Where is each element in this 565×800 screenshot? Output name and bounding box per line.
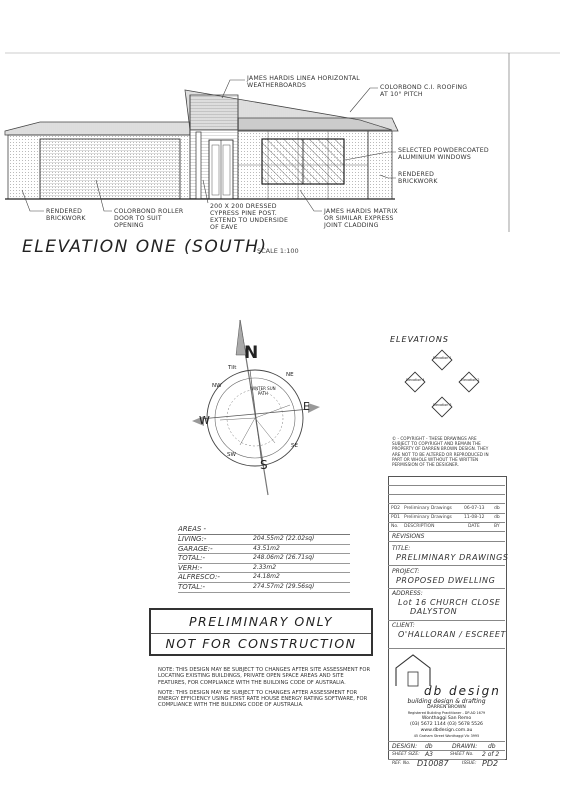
copyright-line: PERMISSION OF THE DESIGNER. [392,462,459,468]
callout-line: 200 X 200 DRESSED [210,203,277,210]
sun-path-line: WINTER SUN [250,386,276,391]
south-elevation-drawing [0,0,565,232]
address-label: ADDRESS: [392,590,423,597]
sheet-number-value: 2 of 2 [482,751,500,758]
compass-ne: NE [286,372,294,378]
compass-west: W [199,414,210,427]
preliminary-stamp [149,608,373,656]
copyright-line: PART OR WHOLE WITHOUT THE WRITTEN [392,456,479,462]
elevation-key-2: Elevation 2 [461,378,480,382]
area-label: TOTAL:- [178,554,205,563]
address-line-1: Lot 16 CHURCH CLOSE [398,598,501,607]
area-label: VERH:- [178,563,203,572]
callout-line: RENDERED [46,208,83,215]
ref-number-label: REF. No. [392,761,411,766]
revision-col-no: No. [391,524,399,529]
areas-row [178,564,350,574]
revision-row [388,513,505,522]
callout-windows [398,147,489,161]
callout-line: SELECTED POWDERCOATED [398,147,489,154]
callout-post [210,203,288,231]
company-address: 45 Graham Street Wonthaggi Vic 3995 [413,734,480,738]
revision-col-desc: DESCRIPTION [404,524,435,529]
callout-cladding [324,208,398,229]
stamp-line-1: PRELIMINARY ONLY [188,614,334,629]
stamp-line-2: NOT FOR CONSTRUCTION [151,633,371,651]
client-label: CLIENT: [392,622,415,629]
elevation-scale: SCALE 1:100 [257,247,299,255]
sun-path-line: PATH [257,391,268,396]
elevation-title: ELEVATION ONE (SOUTH) [22,237,268,257]
copyright-line: © - COPYRIGHT - THESE DRAWINGS ARE [392,436,477,441]
drawn-label: DRAWN: [452,743,478,750]
area-value: 248.06m2 (26.71sq) [253,554,315,562]
callout-line: BRICKWORK [398,178,438,185]
revision-by: db [494,515,500,520]
company-offices: Wonthaggi San Remo [421,716,472,721]
callout-line: JAMES HARDIS LINEA HORIZONTAL [247,75,360,82]
drawn-value: db [488,743,496,750]
callout-line: BRICKWORK [46,215,86,222]
title-label: TITLE: [392,545,411,552]
area-value: 274.57m2 (29.56sq) [253,582,315,590]
area-label: ALFRESCO:- [178,573,220,582]
compass-se: SE [291,443,298,449]
compass-east: E [303,400,310,413]
area-value: 24.18m2 [253,573,280,581]
revision-by: db [494,506,500,511]
compass-south: S [260,458,268,472]
elevation-key-3: Elevation 3 [433,403,452,407]
compass-nw: NW [212,383,222,389]
areas-row [178,554,350,564]
project-value: PROPOSED DWELLING [396,576,496,585]
issue-label: ISSUE: [462,761,477,766]
callout-line: ALUMINIUM WINDOWS [398,154,472,161]
design-value: db [425,743,433,750]
revision-desc: Preliminary Drawings [404,515,452,520]
revision-date: 11-08-12 [464,515,485,520]
revision-row [388,504,505,513]
db-design-house-logo [393,652,433,688]
copyright-line: ARE NOT TO BE ALTERED OR REPRODUCED IN [392,451,489,457]
callout-line: CYPRESS PINE POST. [210,210,277,217]
client-value: O'HALLORAN / ESCREET [398,630,507,639]
elevation-key-4: Elevation 4 [406,378,425,382]
area-label: LIVING:- [178,535,207,543]
callout-line: COLORBOND C.I. ROOFING [380,84,468,91]
compass-sw: SW [227,452,236,458]
design-notes [158,667,373,713]
areas-row [178,535,350,545]
note-site-assessment: NOTE: THIS DESIGN MAY BE SUBJECT TO CHANGES AFTER SITE ASSESSMENT FOR LOCATING EXISTING BUILDINGS, PRIVATE OPEN SPACE AREAS AND SITE FEATURES, FOR COMPLIANCE WITH THE BUILDING CODE OF AUSTRALIA. [158,667,371,686]
callout-rendered-brickwork-left [46,208,86,222]
sheet-size-label: SHEET SIZE: [392,752,420,757]
revision-no: PD1 [391,515,401,520]
revision-date: 06-07-13 [464,506,485,511]
compass-north: N [244,343,259,363]
areas-table [178,525,350,593]
callout-line: DOOR TO SUIT [114,215,162,222]
callout-line: JAMES HARDIS MATRIX [324,208,398,215]
revision-col-by: BY [494,524,500,529]
area-label: TOTAL:- [178,582,205,591]
callout-line: JOINT CLADDING [324,222,379,229]
callout-line: COLORBOND ROLLER [114,208,184,215]
callout-roofing [380,84,467,98]
issue-value: PD2 [482,759,499,768]
title-value: PRELIMINARY DRAWINGS [396,553,509,562]
project-label: PROJECT: [392,568,420,575]
areas-row [178,583,350,593]
company-person: DARREN BROWN [427,705,466,710]
area-value: 2.33m2 [253,563,277,571]
area-value: 43.51m2 [253,544,280,552]
elevation-key-1: Elevation 1 [433,356,452,360]
ref-number-value: D10087 [417,759,449,768]
sheet-number-label: SHEET No. [450,752,474,757]
callout-line: OR SIMILAR EXPRESS [324,215,394,222]
callout-line: AT 10° PITCH [380,91,423,98]
callout-rendered-brickwork-right [398,171,438,185]
areas-row [178,573,350,583]
copyright-notice [392,436,489,467]
company-phones: (03) 5672 1144 (03) 5678 5526 [410,722,483,727]
north-compass [190,315,340,500]
areas-heading: AREAS - [178,525,350,535]
company-registration: Registered Building Practitioner - DP-AD 1679 [407,711,486,715]
area-label: GARAGE:- [178,544,213,553]
elevations-key-title: ELEVATIONS [390,335,449,344]
callout-line: EXTEND TO UNDERSIDE [210,217,289,224]
callout-line: OF EAVE [210,224,238,231]
compass-sun-path [250,386,276,396]
revision-col-date: DATE [468,524,480,529]
company-tagline: building design & drafting [407,698,486,705]
callout-roller-door [114,208,183,229]
callout-line: RENDERED [398,171,435,178]
area-value: 204.55m2 (22.02sq) [253,535,315,542]
compass-tilt: Tilt [228,365,237,371]
note-energy-efficiency: NOTE: THIS DESIGN MAY BE SUBJECT TO CHANGES AFTER ASSESSMENT FOR ENERGY EFFICIENCY USING FIRST RATE HOUSE ENERGY RATING SOFTWARE, FOR COMPLIANCE WITH THE BUILDING CODE OF AUSTRALIA. [158,689,368,709]
company-name: db design [424,684,501,698]
address-line-2: DALYSTON [410,607,458,616]
areas-row [178,545,350,555]
copyright-line: SUBJECT TO COPYRIGHT AND REMAIN THE [392,441,481,447]
callout-line: WEATHERBOARDS [247,82,307,89]
revision-no: PD2 [391,506,401,511]
revisions-heading: REVISIONS [392,533,425,540]
sheet-size-value: A3 [425,751,433,758]
callout-weatherboards [247,75,360,89]
design-label: DESIGN: [392,743,418,750]
revision-header [388,522,505,531]
copyright-line: PROPERTY OF DARREN BROWN DESIGN. THEY [392,446,489,452]
company-web: www.dbdesign.com.au [420,728,473,733]
callout-line: OPENING [114,222,144,229]
revision-desc: Preliminary Drawings [404,506,452,511]
